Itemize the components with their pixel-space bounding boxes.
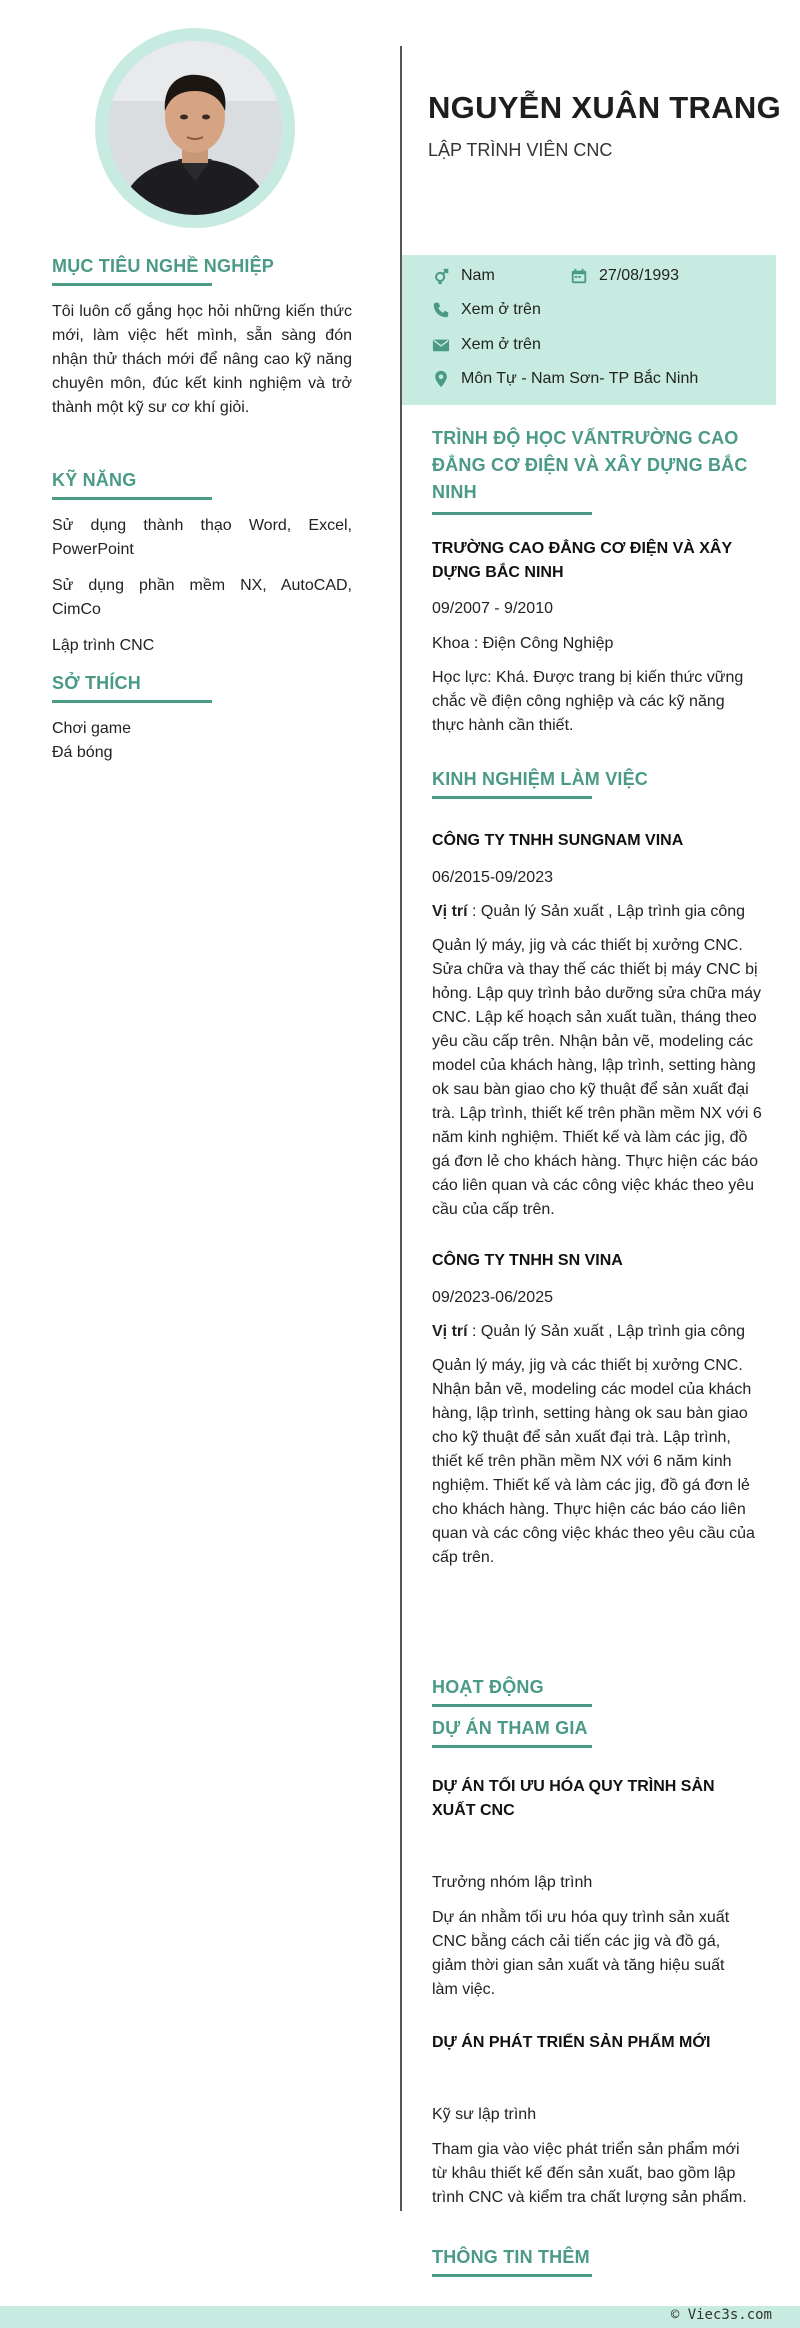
education-note: Học lực: Khá. Được trang bị kiến thức vững chắc về điện công nghiệp và các kỹ năng thực hành cần thiết. <box>432 669 744 734</box>
dob-value: 27/08/1993 <box>599 267 680 284</box>
job-company: CÔNG TY TNHH SUNGNAM VINA <box>432 832 684 849</box>
education-underline <box>432 512 592 515</box>
position-value: : Quản lý Sản xuất , Lập trình gia công <box>467 903 746 920</box>
phone-icon <box>432 301 450 319</box>
project-role: Trưởng nhóm lập trình <box>432 1874 593 1891</box>
experience-underline <box>432 796 592 799</box>
activities-section <box>432 1677 752 1707</box>
experience-title: KINH NGHIỆM LÀM VIỆC <box>432 769 649 789</box>
extra-info-section <box>432 2247 752 2277</box>
email-row <box>432 336 541 354</box>
education-school: TRƯỜNG CAO ĐẲNG CƠ ĐIỆN VÀ XÂY DỰNG BẮC NINH <box>432 540 732 581</box>
gender-icon <box>432 267 450 285</box>
education-title: TRÌNH ĐỘ HỌC VẤNTRƯỜNG CAO ĐẲNG CƠ ĐIỆN VÀ XÂY DỰNG BẮC NINH <box>432 428 748 502</box>
location-pin-icon <box>432 370 450 388</box>
job-position <box>432 1320 762 1344</box>
address-value: Môn Tự - Nam Sơn- TP Bắc Ninh <box>461 370 699 387</box>
objective-title: MỤC TIÊU NGHỀ NGHIỆP <box>52 256 275 276</box>
envelope-icon <box>432 336 450 354</box>
position-label: Vị trí <box>432 1323 468 1340</box>
job-position <box>432 900 762 924</box>
education-faculty: Khoa : Điện Công Nghiệp <box>432 635 614 652</box>
hobby-item: Chơi game <box>52 720 131 737</box>
job-period: 09/2023-06/2025 <box>432 1289 553 1306</box>
position-value: : Quản lý Sản xuất , Lập trình gia công <box>467 1323 746 1340</box>
activities-title: HOẠT ĐỘNG <box>432 1677 544 1697</box>
job-company: CÔNG TY TNHH SN VINA <box>432 1252 623 1269</box>
project-role: Kỹ sư lập trình <box>432 2106 537 2123</box>
skill-item: Sử dụng phần mềm NX, AutoCAD, CimCo <box>52 577 352 618</box>
watermark: © Viec3s.com <box>670 2307 772 2323</box>
skill-item: Sử dụng thành thạo Word, Excel, PowerPoint <box>52 517 352 558</box>
position-label: Vị trí <box>432 903 468 920</box>
hobbies-section <box>52 673 352 765</box>
candidate-name: NGUYỄN XUÂN TRANG <box>428 90 782 125</box>
skills-underline <box>52 497 212 500</box>
projects-section <box>432 1718 752 2210</box>
skills-section <box>52 470 352 658</box>
address-row <box>432 370 698 388</box>
projects-underline <box>432 1745 592 1748</box>
extra-info-underline <box>432 2274 592 2277</box>
hobbies-title: SỞ THÍCH <box>52 673 141 693</box>
projects-title: DỰ ÁN THAM GIA <box>432 1718 588 1738</box>
objective-underline <box>52 283 212 286</box>
job-period: 06/2015-09/2023 <box>432 869 553 886</box>
phone-row <box>432 301 541 319</box>
avatar <box>108 41 282 215</box>
education-period: 09/2007 - 9/2010 <box>432 600 553 617</box>
skill-item: Lập trình CNC <box>52 637 155 654</box>
gender-value: Nam <box>461 267 495 284</box>
job-description: Quản lý máy, jig và các thiết bị xưởng CNC. Nhận bản vẽ, modeling các model của khách hàng, lập trình, setting hàng ok sau bàn giao cho kỹ thuật để sản xuất đại trà. Lập trình, thiết kế trên phần mềm NX với 6 năm kinh nghiệm. Thiết kế và làm các jig, đồ gá đơn lẻ cho khách hàng. Thực hiện các báo cáo liên quan và các công việc khác theo yêu cầu của cấp trên. <box>432 1357 755 1566</box>
extra-info-title: THÔNG TIN THÊM <box>432 2247 590 2267</box>
hobby-item: Đá bóng <box>52 744 113 761</box>
skills-title: KỸ NĂNG <box>52 470 137 490</box>
calendar-icon <box>570 267 588 285</box>
objective-text: Tôi luôn cố gắng học hỏi những kiến thức mới, làm việc hết mình, sẵn sàng đón nhận thử thách mới để nâng cao kỹ năng chuyên môn, đúc kết kinh nghiệm và trở thành một kỹ sư cơ khí giỏi. <box>52 303 352 416</box>
project-description: Dự án nhằm tối ưu hóa quy trình sản xuất CNC bằng cách cải tiến các jig và đồ gá, giảm thời gian sản xuất và tăng hiệu suất làm việc. <box>432 1909 730 1998</box>
project-name: DỰ ÁN TỐI ƯU HÓA QUY TRÌNH SẢN XUẤT CNC <box>432 1778 715 1819</box>
experience-section <box>432 769 762 1570</box>
gender-row <box>432 267 495 285</box>
activities-underline <box>432 1704 592 1707</box>
hobbies-underline <box>52 700 212 703</box>
education-section <box>432 425 752 738</box>
objective-section <box>52 256 352 420</box>
candidate-role: LẬP TRÌNH VIÊN CNC <box>428 140 613 160</box>
project-description: Tham gia vào việc phát triển sản phẩm mới từ khâu thiết kế đến sản xuất, bao gồm lập trình CNC và kiểm tra chất lượng sản phẩm. <box>432 2141 747 2206</box>
job-description: Quản lý máy, jig và các thiết bị xưởng CNC. Sửa chữa và thay thế các thiết bị máy CNC bị hỏng. Lập quy trình bảo dưỡng sửa chữa máy CNC. Lập kế hoạch sản xuất tuần, tháng theo yêu cầu cấp trên. Nhận bản vẽ, modeling các model của khách hàng, lập trình, setting hàng ok sau bàn giao cho kỹ thuật để sản xuất đại trà. Lập trình, thiết kế trên phần mềm NX với 6 năm kinh nghiệm. Thiết kế và làm các jig, đồ gá đơn lẻ cho khách hàng. Thực hiện các báo cáo liên quan và các công việc khác theo yêu cầu của cấp trên. <box>432 937 762 1218</box>
dob-row <box>570 267 679 285</box>
email-value: Xem ở trên <box>461 336 541 353</box>
project-name: DỰ ÁN PHÁT TRIỂN SẢN PHẨM MỚI <box>432 2034 711 2051</box>
avatar-photo <box>108 41 282 215</box>
phone-value: Xem ở trên <box>461 301 541 318</box>
